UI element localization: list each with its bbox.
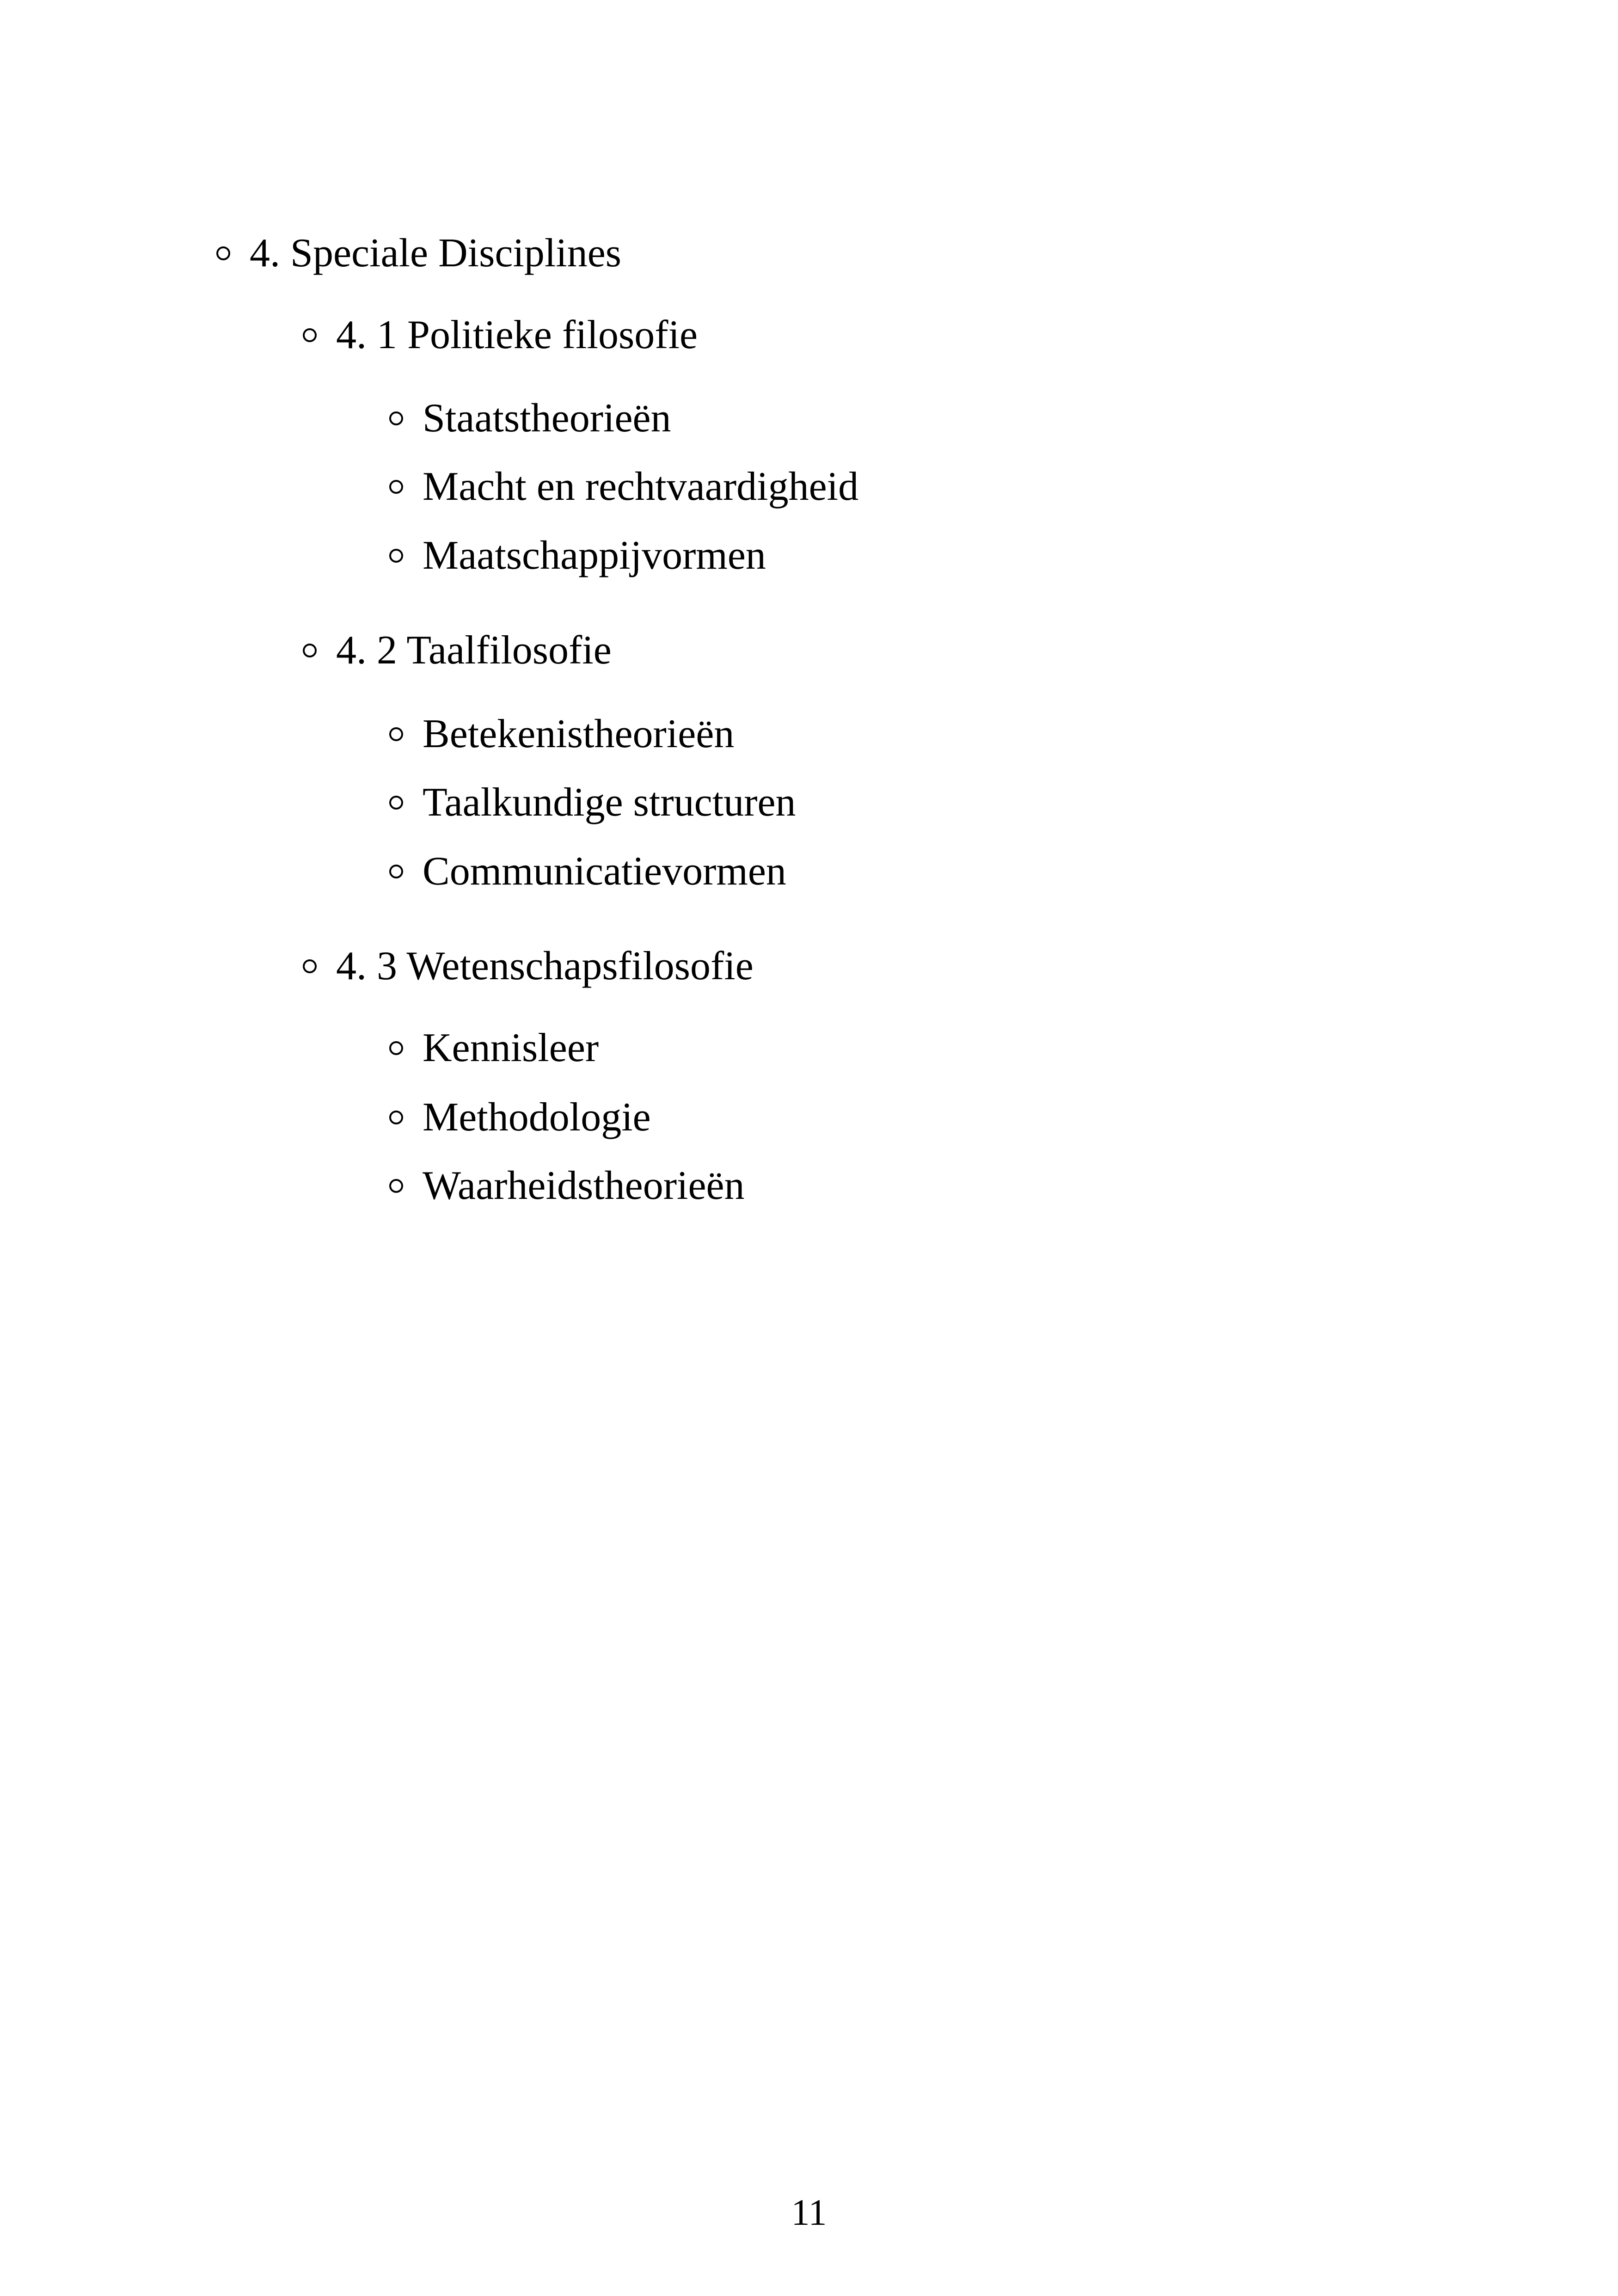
hollow-circle-bullet-icon xyxy=(216,246,230,260)
list-item-label: Communicatievormen xyxy=(423,849,786,894)
hollow-circle-bullet-icon xyxy=(389,865,403,878)
list-item-label: Macht en rechtvaardigheid xyxy=(423,464,859,509)
hollow-circle-bullet-icon xyxy=(389,549,403,563)
hollow-circle-bullet-icon xyxy=(389,1111,403,1124)
list-item-label: Staatstheorieën xyxy=(423,396,671,441)
hollow-circle-bullet-icon xyxy=(389,796,403,810)
outline-list-item xyxy=(389,530,766,581)
list-item-label: Betekenistheorieën xyxy=(423,712,735,756)
hollow-circle-bullet-icon xyxy=(389,1179,403,1193)
subsection-heading: 4. 2 Taalfilosofie xyxy=(336,628,612,673)
hollow-circle-bullet-icon xyxy=(389,411,403,425)
outline-list-item xyxy=(389,461,858,512)
list-item-label: Kennisleer xyxy=(423,1025,599,1070)
outline-subsection-item xyxy=(303,941,754,992)
outline-list-item xyxy=(389,1160,745,1211)
hollow-circle-bullet-icon xyxy=(389,727,403,741)
list-item-label: Methodologie xyxy=(423,1095,651,1140)
subsection-heading: 4. 3 Wetenschapsfilosofie xyxy=(336,944,754,988)
section-heading: 4. Speciale Disciplines xyxy=(250,231,622,276)
hollow-circle-bullet-icon xyxy=(389,480,403,494)
outline-subsection-item xyxy=(303,625,612,676)
list-item-label: Waarheidstheorieën xyxy=(423,1163,745,1208)
outline-list-item xyxy=(389,777,796,828)
outline-list-item xyxy=(389,1092,651,1143)
page-number: 11 xyxy=(791,2192,827,2233)
list-item-label: Taalkundige structuren xyxy=(423,780,796,825)
outline-list-item xyxy=(389,393,671,444)
outline-section-item xyxy=(216,228,621,279)
hollow-circle-bullet-icon xyxy=(303,644,317,657)
outline-list-item xyxy=(389,709,734,760)
outline-subsection-item xyxy=(303,310,698,361)
subsection-heading: 4. 1 Politieke filosofie xyxy=(336,313,698,357)
outline-list-item xyxy=(389,846,786,897)
hollow-circle-bullet-icon xyxy=(389,1041,403,1055)
list-item-label: Maatschappijvormen xyxy=(423,533,766,578)
hollow-circle-bullet-icon xyxy=(303,959,317,973)
hollow-circle-bullet-icon xyxy=(303,328,317,342)
outline-list-item xyxy=(389,1023,599,1074)
